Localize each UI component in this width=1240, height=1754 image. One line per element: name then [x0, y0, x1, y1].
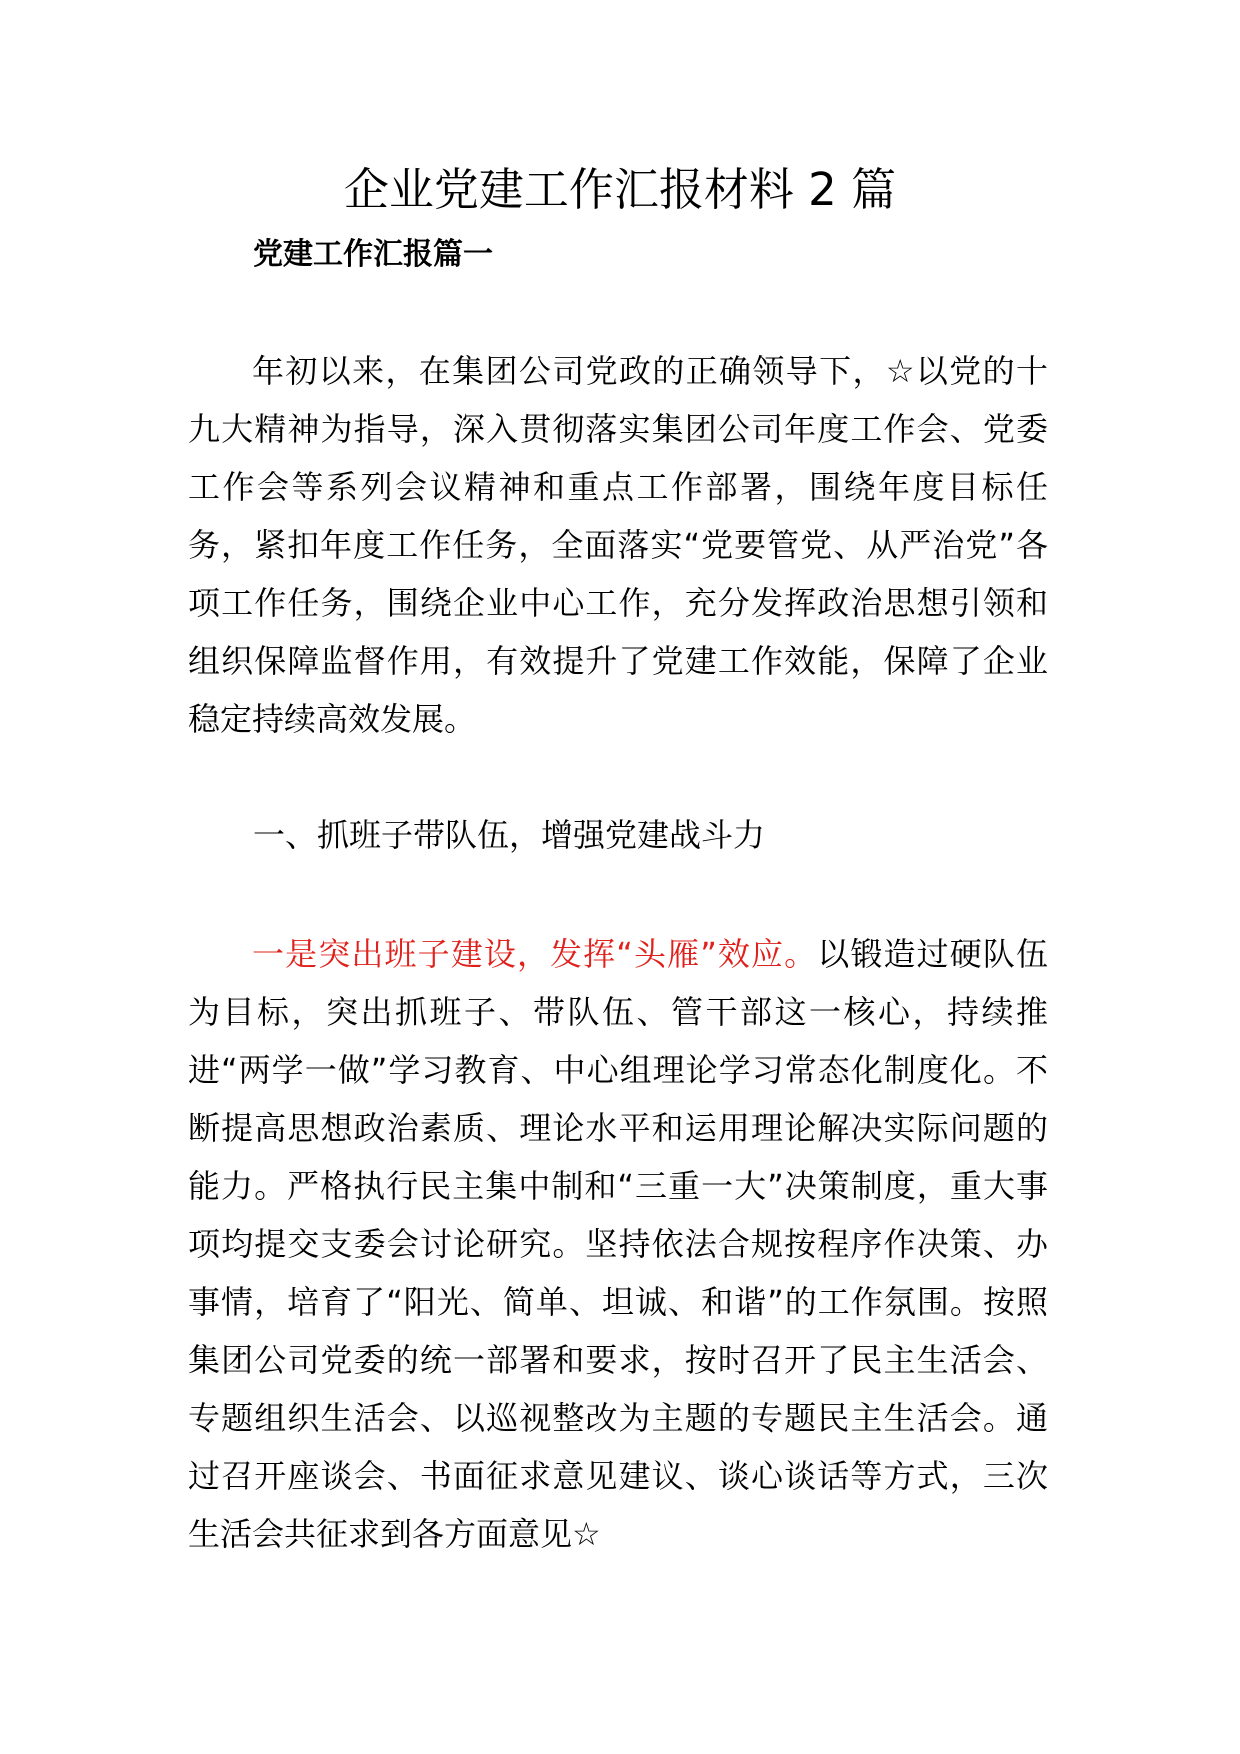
- document-subtitle: 党建工作汇报篇一: [253, 237, 493, 272]
- section-paragraph: [188, 925, 1048, 1563]
- intro-paragraph: 年初以来，在集团公司党政的正确领导下，☆以党的十九大精神为指导，深入贯彻落实集团公司年度工作会、党委工作会等系列会议精神和重点工作部署，围绕年度目标任务，紧扣年度工作任务，全面落实“党要管党、从严治党”各项工作任务，围绕企业中心工作，充分发挥政治思想引领和组织保障监督作用，有效提升了党建工作效能，保障了企业稳定持续高效发展。: [188, 352, 1048, 738]
- body-text: 以锻造过硬队伍为目标，突出抓班子、带队伍、管干部这一核心，持续推进“两学一做”学习教育、中心组理论学习常态化制度化。不断提高思想政治素质、理论水平和运用理论解决实际问题的能力。严格执行民主集中制和“三重一大”决策制度，重大事项均提交支委会讨论研究。坚持依法合规按程序作决策、办事情，培育了“阳光、简单、坦诚、和谐”的工作氛围。按照集团公司党委的统一部署和要求，按时召开了民主生活会、专题组织生活会、以巡视整改为主题的专题民主生活会。通过召开座谈会、书面征求意见建议、谈心谈话等方式，三次生活会共征求到各方面意见☆: [188, 935, 1048, 1553]
- document-title: 企业党建工作汇报材料 2 篇: [343, 163, 897, 216]
- section-heading: 一、抓班子带队伍，增强党建战斗力: [253, 816, 766, 854]
- highlight-text: 一是突出班子建设，发挥“头雁”效应。: [252, 935, 818, 973]
